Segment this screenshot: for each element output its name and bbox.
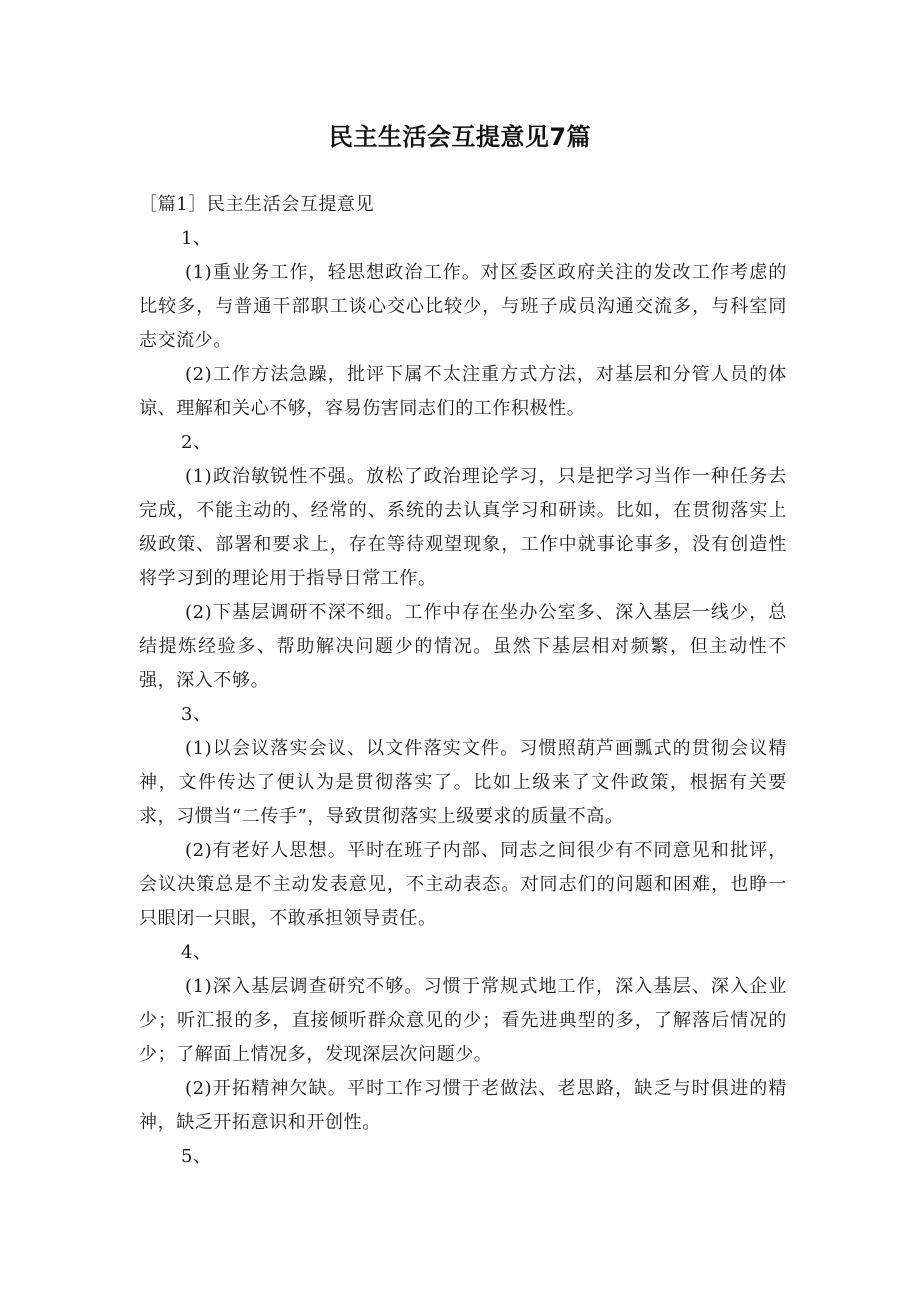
item-paragraph: (2)开拓精神欠缺。平时工作习惯于老做法、老思路，缺乏与时俱进的精神，缺乏开拓意识和开创性。 — [139, 1078, 787, 1133]
item-paragraph: (2)有老好人思想。平时在班子内部、同志之间很少有不同意见和批评，会议决策总是不主动发表意见，不主动表态。对同志们的问题和困难，也睁一只眼闭一只眼，不敢承担领导责任。 — [139, 840, 787, 929]
item-number: 5、 — [181, 1146, 212, 1167]
item-paragraph: (1)深入基层调查研究不够。习惯于常规式地工作，深入基层、深入企业少；听汇报的多，直接倾听群众意见的少；看先进典型的多，了解落后情况的少；了解面上情况多，发现深层次问题少。 — [139, 976, 787, 1065]
item-number: 1、 — [181, 228, 212, 249]
item-paragraph: (2)工作方法急躁，批评下属不太注重方式方法，对基层和分管人员的体谅、理解和关心不够，容易伤害同志们的工作积极性。 — [139, 364, 787, 419]
document-title: 民主生活会互提意见7篇 — [328, 123, 592, 151]
item-number: 4、 — [181, 942, 212, 963]
item-number: 2、 — [181, 432, 212, 453]
document-body — [139, 188, 787, 1174]
item-paragraph: (2)下基层调研不深不细。工作中存在坐办公室多、深入基层一线少，总结提炼经验多、帮助解决问题少的情况。虽然下基层相对频繁，但主动性不强，深入不够。 — [139, 602, 787, 691]
item-paragraph: (1)以会议落实会议、以文件落实文件。习惯照葫芦画瓢式的贯彻会议精神，文件传达了便认为是贯彻落实了。比如上级来了文件政策，根据有关要求，习惯当“二传手”，导致贯彻落实上级要求的质量不高。 — [139, 738, 787, 827]
item-paragraph: (1)政治敏锐性不强。放松了政治理论学习，只是把学习当作一种任务去完成，不能主动的、经常的、系统的去认真学习和研读。比如，在贯彻落实上级政策、部署和要求上，存在等待观望现象，工作中就事论事多，没有创造性将学习到的理论用于指导日常工作。 — [139, 466, 787, 589]
item-number: 3、 — [181, 704, 212, 725]
item-paragraph: (1)重业务工作，轻思想政治工作。对区委区政府关注的发改工作考虑的比较多，与普通干部职工谈心交心比较少，与班子成员沟通交流多，与科室同志交流少。 — [139, 262, 787, 351]
section-heading: ［篇1］民主生活会互提意见 — [139, 194, 375, 215]
